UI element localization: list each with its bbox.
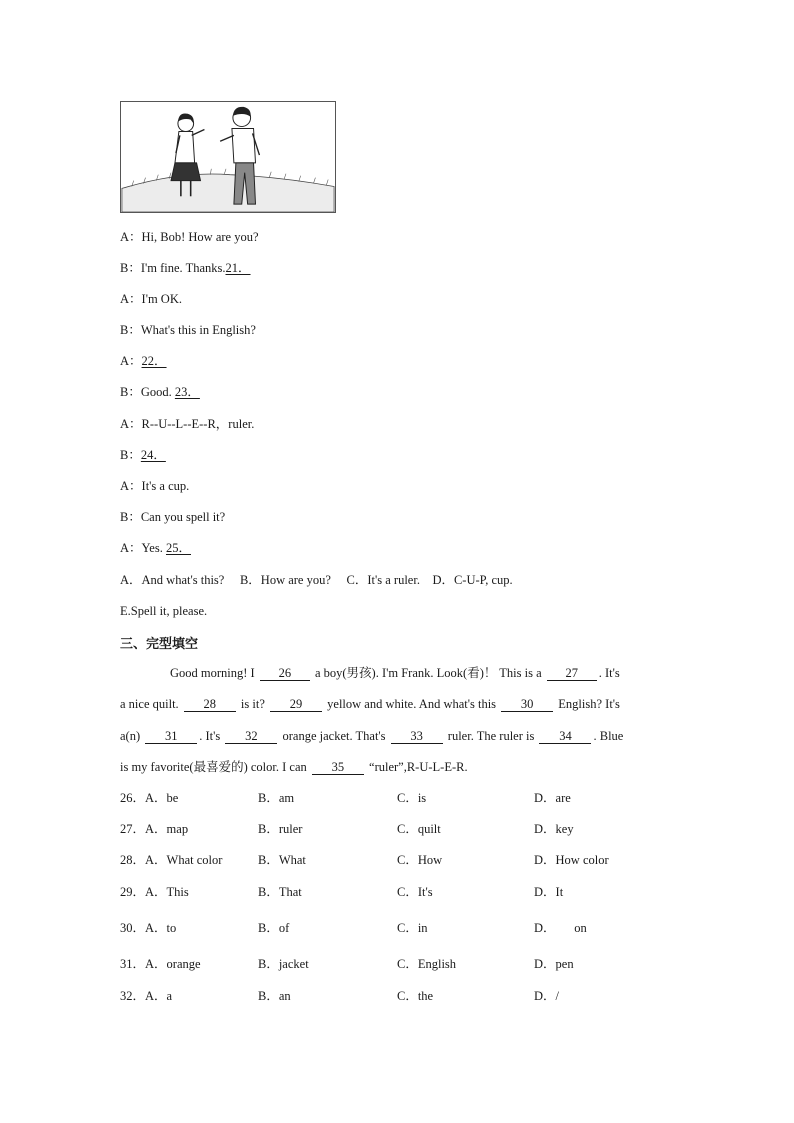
- dialogue-text: Yes.: [141, 541, 166, 555]
- question-row: [120, 884, 680, 900]
- passage-text: orange jacket. That's: [279, 729, 389, 743]
- option-c[interactable]: C．in: [397, 921, 428, 935]
- passage-text: . It's: [199, 729, 224, 743]
- question-number: 32．: [120, 989, 146, 1003]
- answer-blank-24[interactable]: 24．: [140, 448, 166, 462]
- option-a[interactable]: [120, 956, 201, 972]
- dialogue-illustration: [120, 101, 336, 213]
- speaker-label: A：: [120, 417, 142, 431]
- cloze-blank-30[interactable]: 30: [501, 697, 553, 712]
- dialogue-line-11: [120, 540, 191, 556]
- passage-text: is it?: [237, 697, 269, 711]
- choice-e: E.Spell it, please.: [120, 604, 208, 618]
- question-number: 26．: [120, 791, 146, 805]
- dialogue-line-3: [120, 291, 182, 307]
- speaker-label: A：: [120, 354, 142, 368]
- dialogue-line-5: [120, 353, 167, 369]
- question-row: [120, 821, 680, 837]
- option-b[interactable]: B．ruler: [258, 822, 303, 836]
- option-a-label: A．orange: [145, 957, 201, 971]
- answer-blank-22[interactable]: 22．: [141, 354, 167, 368]
- answer-blank-21[interactable]: 21．: [225, 261, 251, 275]
- option-a-label: A．be: [145, 791, 179, 805]
- passage-line-3: [120, 728, 623, 744]
- dialogue-text: Can you spell it?: [140, 510, 226, 524]
- option-c[interactable]: C．It's: [397, 885, 433, 899]
- question-number: 30．: [120, 921, 146, 935]
- dialogue-line-4: [120, 322, 256, 338]
- passage-text: a boy(男孩). I'm Frank. Look(看)！ This is a: [311, 666, 545, 680]
- dialogue-line-2: [120, 260, 251, 276]
- option-d[interactable]: D． on: [534, 921, 587, 935]
- cloze-blank-31[interactable]: 31: [145, 729, 197, 744]
- option-b[interactable]: B．jacket: [258, 957, 309, 971]
- option-a[interactable]: [120, 920, 176, 936]
- option-a[interactable]: [120, 790, 178, 806]
- question-row: [120, 790, 680, 806]
- speaker-label: A：: [120, 230, 142, 244]
- option-a[interactable]: [120, 884, 189, 900]
- cloze-blank-32[interactable]: 32: [225, 729, 277, 744]
- passage-text: “ruler”,R-U-L-E-R.: [365, 760, 468, 774]
- option-b[interactable]: B．What: [258, 853, 306, 867]
- option-a[interactable]: [120, 988, 172, 1004]
- dialogue-text: Good.: [140, 385, 175, 399]
- passage-text: a(n): [120, 729, 144, 743]
- passage-line-1: [170, 665, 620, 681]
- option-c[interactable]: C．the: [397, 989, 434, 1003]
- speaker-label: B：: [120, 448, 141, 462]
- dialogue-line-7: [120, 416, 254, 432]
- cloze-blank-34[interactable]: 34: [539, 729, 591, 744]
- question-row: [120, 920, 680, 936]
- question-row: [120, 852, 680, 868]
- passage-text: is my favorite(最喜爱的) color. I can: [120, 760, 310, 774]
- answer-blank-25[interactable]: 25．: [165, 541, 191, 555]
- dialogue-line-1: [120, 229, 259, 245]
- choices-line: A．And what's this? B．How are you? C．It's a ruler. D．C-U-P, cup.: [120, 573, 513, 587]
- dialogue-line-10: [120, 509, 225, 525]
- option-c[interactable]: C．English: [397, 957, 457, 971]
- dialogue-line-6: [120, 384, 200, 400]
- section-heading: 三、完型填空: [120, 637, 199, 652]
- option-d[interactable]: D．key: [534, 822, 574, 836]
- speaker-label: B：: [120, 323, 141, 337]
- question-row: [120, 988, 680, 1004]
- dialogue-text: I'm fine. Thanks.: [140, 261, 226, 275]
- dialogue-line-8: [120, 447, 166, 463]
- option-d[interactable]: D．pen: [534, 957, 574, 971]
- passage-line-2: [120, 696, 620, 712]
- question-number: 28．: [120, 853, 146, 867]
- question-number: 27．: [120, 822, 146, 836]
- question-row: [120, 956, 680, 972]
- dialogue-text: Hi, Bob! How are you?: [141, 230, 259, 244]
- dialogue-text: It's a cup.: [141, 479, 190, 493]
- cloze-blank-29[interactable]: 29: [270, 697, 322, 712]
- cloze-blank-26[interactable]: 26: [260, 666, 310, 681]
- option-d[interactable]: D．How color: [534, 853, 609, 867]
- option-d[interactable]: D．It: [534, 885, 564, 899]
- option-b[interactable]: B．of: [258, 921, 290, 935]
- option-a-label: A．to: [145, 921, 177, 935]
- passage-text: a nice quilt.: [120, 697, 182, 711]
- option-c[interactable]: C．How: [397, 853, 443, 867]
- option-b[interactable]: B．That: [258, 885, 302, 899]
- dialogue-text: What's this in English?: [140, 323, 256, 337]
- dialogue-text: I'm OK.: [141, 292, 182, 306]
- speaker-label: A：: [120, 541, 142, 555]
- cloze-blank-35[interactable]: 35: [312, 760, 364, 775]
- option-c[interactable]: C．is: [397, 791, 427, 805]
- two-people-talking-image: [121, 102, 335, 212]
- speaker-label: B：: [120, 385, 141, 399]
- option-a-label: A．This: [145, 885, 189, 899]
- option-c[interactable]: C．quilt: [397, 822, 441, 836]
- option-a[interactable]: [120, 852, 222, 868]
- speaker-label: A：: [120, 292, 142, 306]
- option-a-label: A．What color: [145, 853, 223, 867]
- passage-text: yellow and white. And what's this: [324, 697, 500, 711]
- option-a-label: A．a: [145, 989, 173, 1003]
- answer-blank-23[interactable]: 23．: [174, 385, 200, 399]
- passage-line-4: [120, 759, 468, 775]
- speaker-label: A：: [120, 479, 142, 493]
- option-d[interactable]: D．are: [534, 791, 571, 805]
- passage-text: English? It's: [555, 697, 620, 711]
- option-d[interactable]: D．/: [534, 989, 560, 1003]
- speaker-label: B：: [120, 261, 141, 275]
- option-b[interactable]: B．am: [258, 791, 295, 805]
- passage-text: . It's: [598, 666, 620, 680]
- cloze-blank-28[interactable]: 28: [184, 697, 236, 712]
- passage-text: . Blue: [593, 729, 624, 743]
- dialogue-text: R--U--L--E--R，ruler.: [141, 417, 255, 431]
- question-number: 29．: [120, 885, 146, 899]
- passage-text: Good morning! I: [170, 666, 258, 680]
- speaker-label: B：: [120, 510, 141, 524]
- option-a[interactable]: [120, 821, 188, 837]
- cloze-blank-27[interactable]: 27: [547, 666, 597, 681]
- option-a-label: A．map: [145, 822, 189, 836]
- cloze-blank-33[interactable]: 33: [391, 729, 443, 744]
- passage-text: ruler. The ruler is: [444, 729, 538, 743]
- dialogue-line-9: [120, 478, 189, 494]
- option-b[interactable]: B．an: [258, 989, 291, 1003]
- question-number: 31．: [120, 957, 146, 971]
